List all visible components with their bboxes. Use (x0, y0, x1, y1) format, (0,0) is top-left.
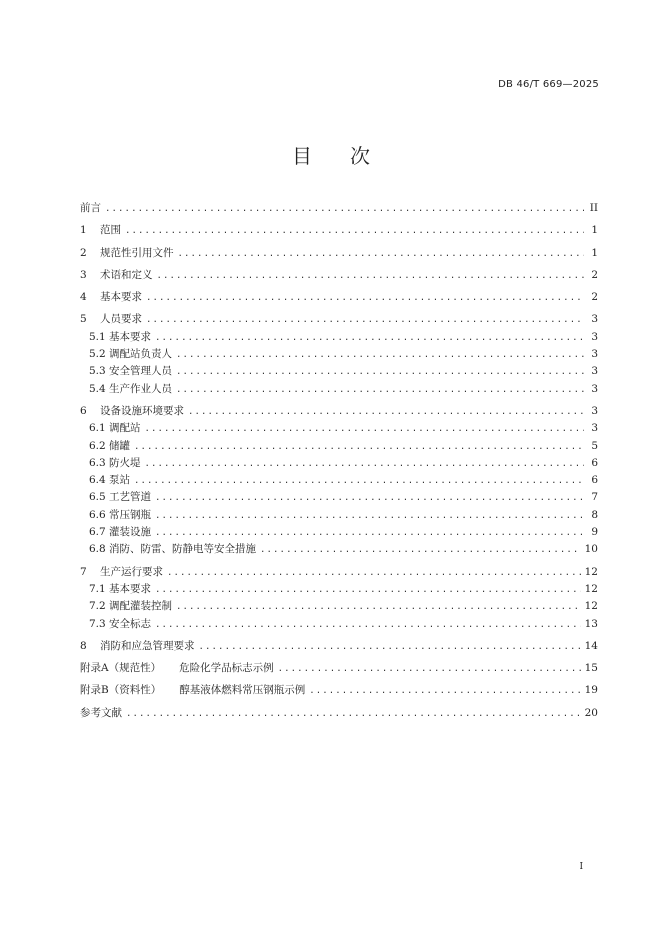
toc-entry[interactable] (80, 200, 598, 217)
toc-entry[interactable] (80, 420, 598, 437)
toc-entry-page: 6 (591, 456, 598, 469)
toc-entry[interactable] (80, 346, 598, 363)
toc-leader-dots (125, 223, 584, 240)
toc-entry-page: 7 (591, 491, 598, 504)
toc-entry[interactable] (80, 598, 598, 615)
toc-leader-dots (155, 330, 584, 347)
toc-leader-dots (167, 565, 581, 582)
toc-entry[interactable] (80, 660, 598, 677)
toc-entry-title: 附录B（资料性） (80, 684, 162, 697)
toc-entry-number: 8 (80, 639, 87, 652)
toc-entry[interactable] (80, 581, 598, 598)
toc-entry-page: 8 (591, 508, 598, 521)
toc-entry-title: 范围 (100, 224, 121, 237)
toc-entry[interactable] (80, 222, 598, 239)
page-number: I (579, 862, 583, 872)
toc-entry-title: 调配站 (109, 422, 141, 435)
toc-entry-page: 14 (584, 639, 598, 652)
toc-entry[interactable] (80, 329, 598, 346)
toc-entry-number: 5 (80, 313, 87, 326)
toc-entry-title: 生产运行要求 (100, 565, 163, 578)
toc-entry[interactable] (80, 289, 598, 306)
toc-leader-dots (126, 706, 581, 723)
toc-entry-page: 2 (591, 291, 598, 304)
toc-entry-number: 5.1 (89, 330, 106, 343)
toc-entry-title: 设备设施环境要求 (100, 404, 184, 417)
toc-leader-dots (155, 617, 581, 634)
toc-entry-number: 6 (80, 404, 87, 417)
toc-entry-page: 3 (591, 382, 598, 395)
toc-entry-number: 3 (80, 268, 87, 281)
toc-entry-title: 参考文献 (80, 706, 122, 719)
toc-entry[interactable] (80, 311, 598, 328)
toc-entry[interactable] (80, 682, 598, 699)
toc-leader-dots (176, 347, 584, 364)
toc-entry-title: 安全标志 (109, 617, 151, 630)
toc-entry-page: 1 (591, 224, 598, 237)
toc-entry-page: 19 (584, 684, 598, 697)
toc-leader-dots (134, 473, 584, 490)
toc-entry-number: 2 (80, 246, 87, 259)
toc-entry[interactable] (80, 267, 598, 284)
toc-entry-number: 7.1 (89, 582, 106, 595)
toc-leader-dots (176, 364, 584, 381)
toc-entry-title: 泵站 (109, 474, 130, 487)
toc-entry[interactable] (80, 541, 598, 558)
toc-entry[interactable] (80, 245, 598, 262)
toc-entry-number: 1 (80, 224, 87, 237)
toc-entry-page: 10 (584, 543, 598, 556)
toc-entry-number: 6.3 (89, 456, 106, 469)
toc-entry-number: 6.1 (89, 422, 106, 435)
toc-leader-dots (155, 582, 581, 599)
toc-entry[interactable] (80, 638, 598, 655)
toc-entry-number: 6.2 (89, 439, 106, 452)
toc-entry-title: 术语和定义 (100, 268, 153, 281)
toc-leader-dots (178, 246, 585, 263)
toc-entry-number: 6.6 (89, 508, 106, 521)
toc-entry-title: 生产作业人员 (109, 382, 172, 395)
toc-leader-dots (176, 382, 584, 399)
toc-entry-title: 安全管理人员 (109, 365, 172, 378)
toc-entry-title: 灌装设施 (109, 526, 151, 539)
toc-entry-title: 储罐 (109, 439, 130, 452)
toc-entry-page: 20 (584, 706, 598, 719)
toc-entry-page: 15 (584, 662, 598, 675)
toc-leader-dots (309, 683, 580, 700)
toc-entry-page: 9 (591, 526, 598, 539)
toc-entry-title: 基本要求 (109, 330, 151, 343)
table-of-contents (80, 200, 598, 722)
toc-leader-dots (146, 312, 584, 329)
toc-entry[interactable] (80, 381, 598, 398)
toc-leader-dots (155, 508, 584, 525)
toc-leader-dots (157, 268, 585, 285)
toc-entry[interactable] (80, 524, 598, 541)
toc-entry-title: 工艺管道 (109, 491, 151, 504)
toc-entry-page: 3 (591, 422, 598, 435)
toc-leader-dots (260, 542, 581, 559)
toc-entry-title: 调配灌装控制 (109, 600, 172, 613)
toc-entry[interactable] (80, 564, 598, 581)
document-code: DB 46/T 669—2025 (498, 79, 599, 90)
toc-leader-dots (155, 525, 584, 542)
toc-entry-number: 6.4 (89, 474, 106, 487)
toc-entry-page: 2 (591, 268, 598, 281)
toc-title: 目次 (292, 144, 408, 168)
toc-leader-dots (188, 404, 584, 421)
toc-entry-title: 规范性引用文件 (100, 246, 174, 259)
toc-entry[interactable] (80, 403, 598, 420)
toc-entry-title: 基本要求 (109, 582, 151, 595)
toc-leader-dots (105, 201, 584, 218)
toc-entry-page: 12 (584, 582, 598, 595)
toc-entry-page: 3 (591, 348, 598, 361)
toc-entry[interactable] (80, 705, 598, 722)
toc-entry[interactable] (80, 616, 598, 633)
toc-entry-page: 3 (591, 365, 598, 378)
toc-entry-page: 12 (584, 600, 598, 613)
toc-entry-number: 5.2 (89, 348, 106, 361)
toc-entry-number: 7.2 (89, 600, 106, 613)
toc-entry[interactable] (80, 489, 598, 506)
toc-entry-title: 消防、防雷、防静电等安全措施 (109, 543, 256, 556)
toc-entry-number: 6.5 (89, 491, 106, 504)
toc-entry[interactable] (80, 507, 598, 524)
toc-entry-number: 6.8 (89, 543, 106, 556)
toc-entry-number: 4 (80, 291, 87, 304)
toc-entry-number: 5.4 (89, 382, 106, 395)
toc-leader-dots (145, 421, 585, 438)
toc-entry-title: 人员要求 (100, 313, 142, 326)
toc-entry-number: 7.3 (89, 617, 106, 630)
toc-entry-title: 前言 (80, 202, 101, 214)
toc-entry-page: II (589, 202, 598, 214)
toc-entry-page: 3 (591, 313, 598, 326)
toc-entry-title: 防火堤 (109, 456, 141, 469)
toc-leader-dots (146, 290, 584, 307)
toc-entry-subtitle: 醇基液体燃料常压钢瓶示例 (179, 684, 306, 697)
toc-entry-page: 6 (591, 474, 598, 487)
toc-leader-dots (155, 490, 584, 507)
toc-leader-dots (278, 661, 581, 678)
toc-entry-number: 7 (80, 565, 87, 578)
toc-entry-page: 12 (584, 565, 598, 578)
toc-entry[interactable] (80, 438, 598, 455)
toc-entry[interactable] (80, 455, 598, 472)
toc-entry-page: 5 (591, 439, 598, 452)
toc-entry-page: 13 (584, 617, 598, 630)
toc-leader-dots (199, 639, 581, 656)
toc-entry-title: 常压钢瓶 (109, 508, 151, 521)
toc-entry-page: 1 (591, 246, 598, 259)
toc-entry-subtitle: 危险化学品标志示例 (179, 662, 274, 675)
toc-entry[interactable] (80, 363, 598, 380)
toc-leader-dots (176, 599, 581, 616)
toc-entry-number: 6.7 (89, 526, 106, 539)
toc-entry-title: 调配站负责人 (109, 348, 172, 361)
toc-leader-dots (145, 456, 585, 473)
toc-entry-title: 消防和应急管理要求 (100, 639, 195, 652)
toc-entry-page: 3 (591, 404, 598, 417)
toc-entry-title: 基本要求 (100, 291, 142, 304)
toc-entry-page: 3 (591, 330, 598, 343)
toc-entry-title: 附录A（规范性） (80, 662, 162, 675)
toc-entry[interactable] (80, 472, 598, 489)
toc-entry-number: 5.3 (89, 365, 106, 378)
toc-leader-dots (134, 439, 584, 456)
